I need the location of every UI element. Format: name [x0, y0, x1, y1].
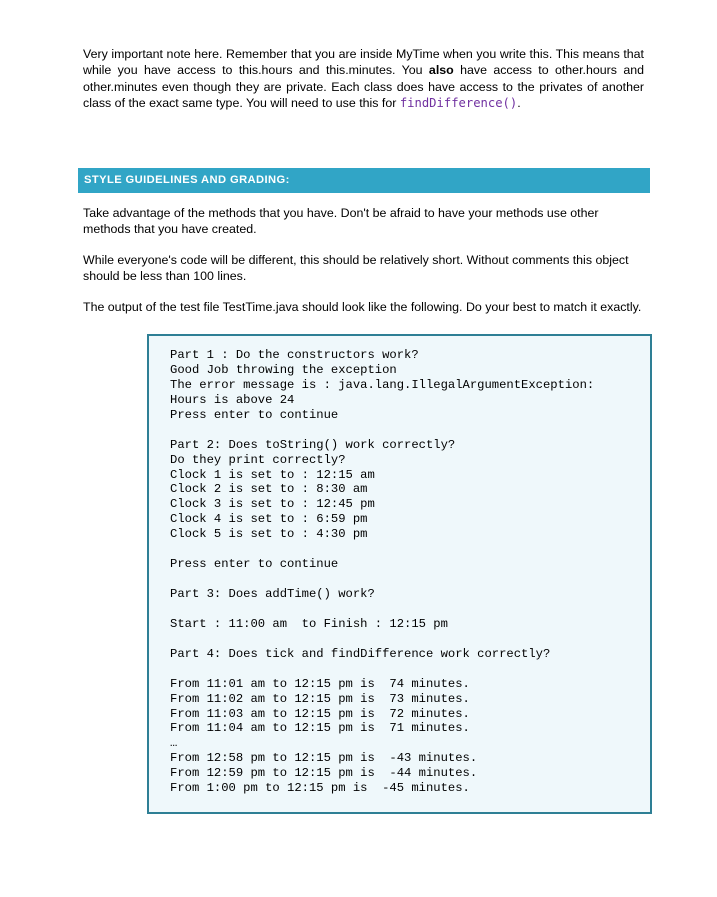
console-line: Do they print correctly?	[170, 452, 346, 467]
intro-text-1: Very important note here. Remember that you are inside MyTime when you write this. This means that while you have access to this.hours and this.minutes. You	[83, 47, 644, 78]
console-blank-line	[170, 632, 650, 647]
console-line: Clock 4 is set to : 6:59 pm	[170, 512, 368, 527]
console-line: Press enter to continue	[170, 557, 339, 572]
console-line: Part 4: Does tick and findDifference work correctly?	[170, 646, 551, 661]
paragraph-output: The output of the test file TestTime.java should look like the following. Do your best to match it exactly.	[83, 300, 642, 314]
intro-paragraph	[83, 46, 644, 111]
console-blank-line	[170, 572, 650, 587]
console-line: Start : 11:00 am to Finish : 12:15 pm	[170, 616, 448, 631]
console-line: Clock 1 is set to : 12:15 am	[170, 467, 375, 482]
console-line: From 11:02 am to 12:15 pm is 73 minutes.	[170, 691, 470, 706]
console-line: Hours is above 24	[170, 392, 295, 407]
inline-code-find-difference: findDifference()	[399, 95, 518, 110]
console-line: Clock 5 is set to : 4:30 pm	[170, 527, 368, 542]
console-line: From 11:03 am to 12:15 pm is 72 minutes.	[170, 706, 470, 721]
console-line: Part 2: Does toString() work correctly?	[170, 437, 456, 452]
console-output-box	[147, 334, 652, 814]
section-header-style-guidelines: STYLE GUIDELINES AND GRADING:	[78, 168, 650, 193]
console-line: From 1:00 pm to 12:15 pm is -45 minutes.	[170, 781, 470, 796]
console-line: From 11:01 am to 12:15 pm is 74 minutes.	[170, 676, 470, 691]
console-line: From 12:58 pm to 12:15 pm is -43 minutes.	[170, 751, 478, 766]
console-line: …	[170, 736, 178, 751]
intro-text-end: .	[517, 95, 521, 110]
console-blank-line	[170, 423, 650, 438]
console-blank-line	[170, 602, 650, 617]
console-line: Clock 3 is set to : 12:45 pm	[170, 497, 375, 512]
console-line: From 12:59 pm to 12:15 pm is -44 minutes.	[170, 766, 478, 781]
console-blank-line	[170, 662, 650, 677]
console-blank-line	[170, 542, 650, 557]
console-line: From 11:04 am to 12:15 pm is 71 minutes.	[170, 721, 470, 736]
console-line: Part 1 : Do the constructors work?	[170, 348, 419, 362]
paragraph-methods: Take advantage of the methods that you have. Don't be afraid to have your methods use other methods that you have created.	[83, 206, 599, 237]
console-line: The error message is : java.lang.IllegalArgumentException:	[170, 377, 595, 392]
intro-bold-word: also	[428, 63, 454, 78]
console-line: Good Job throwing the exception	[170, 362, 397, 377]
console-line: Press enter to continue	[170, 407, 339, 422]
console-line: Clock 2 is set to : 8:30 am	[170, 482, 368, 497]
intro-text-2: have access to other.hours and other.minutes even though they are private. Each class does have access to the privates of another class of the exact same type. You will need to use this for	[83, 63, 644, 110]
paragraph-length: While everyone's code will be different, this should be relatively short. Without comments this object should be less than 100 lines.	[83, 253, 629, 284]
console-line: Part 3: Does addTime() work?	[170, 587, 375, 601]
